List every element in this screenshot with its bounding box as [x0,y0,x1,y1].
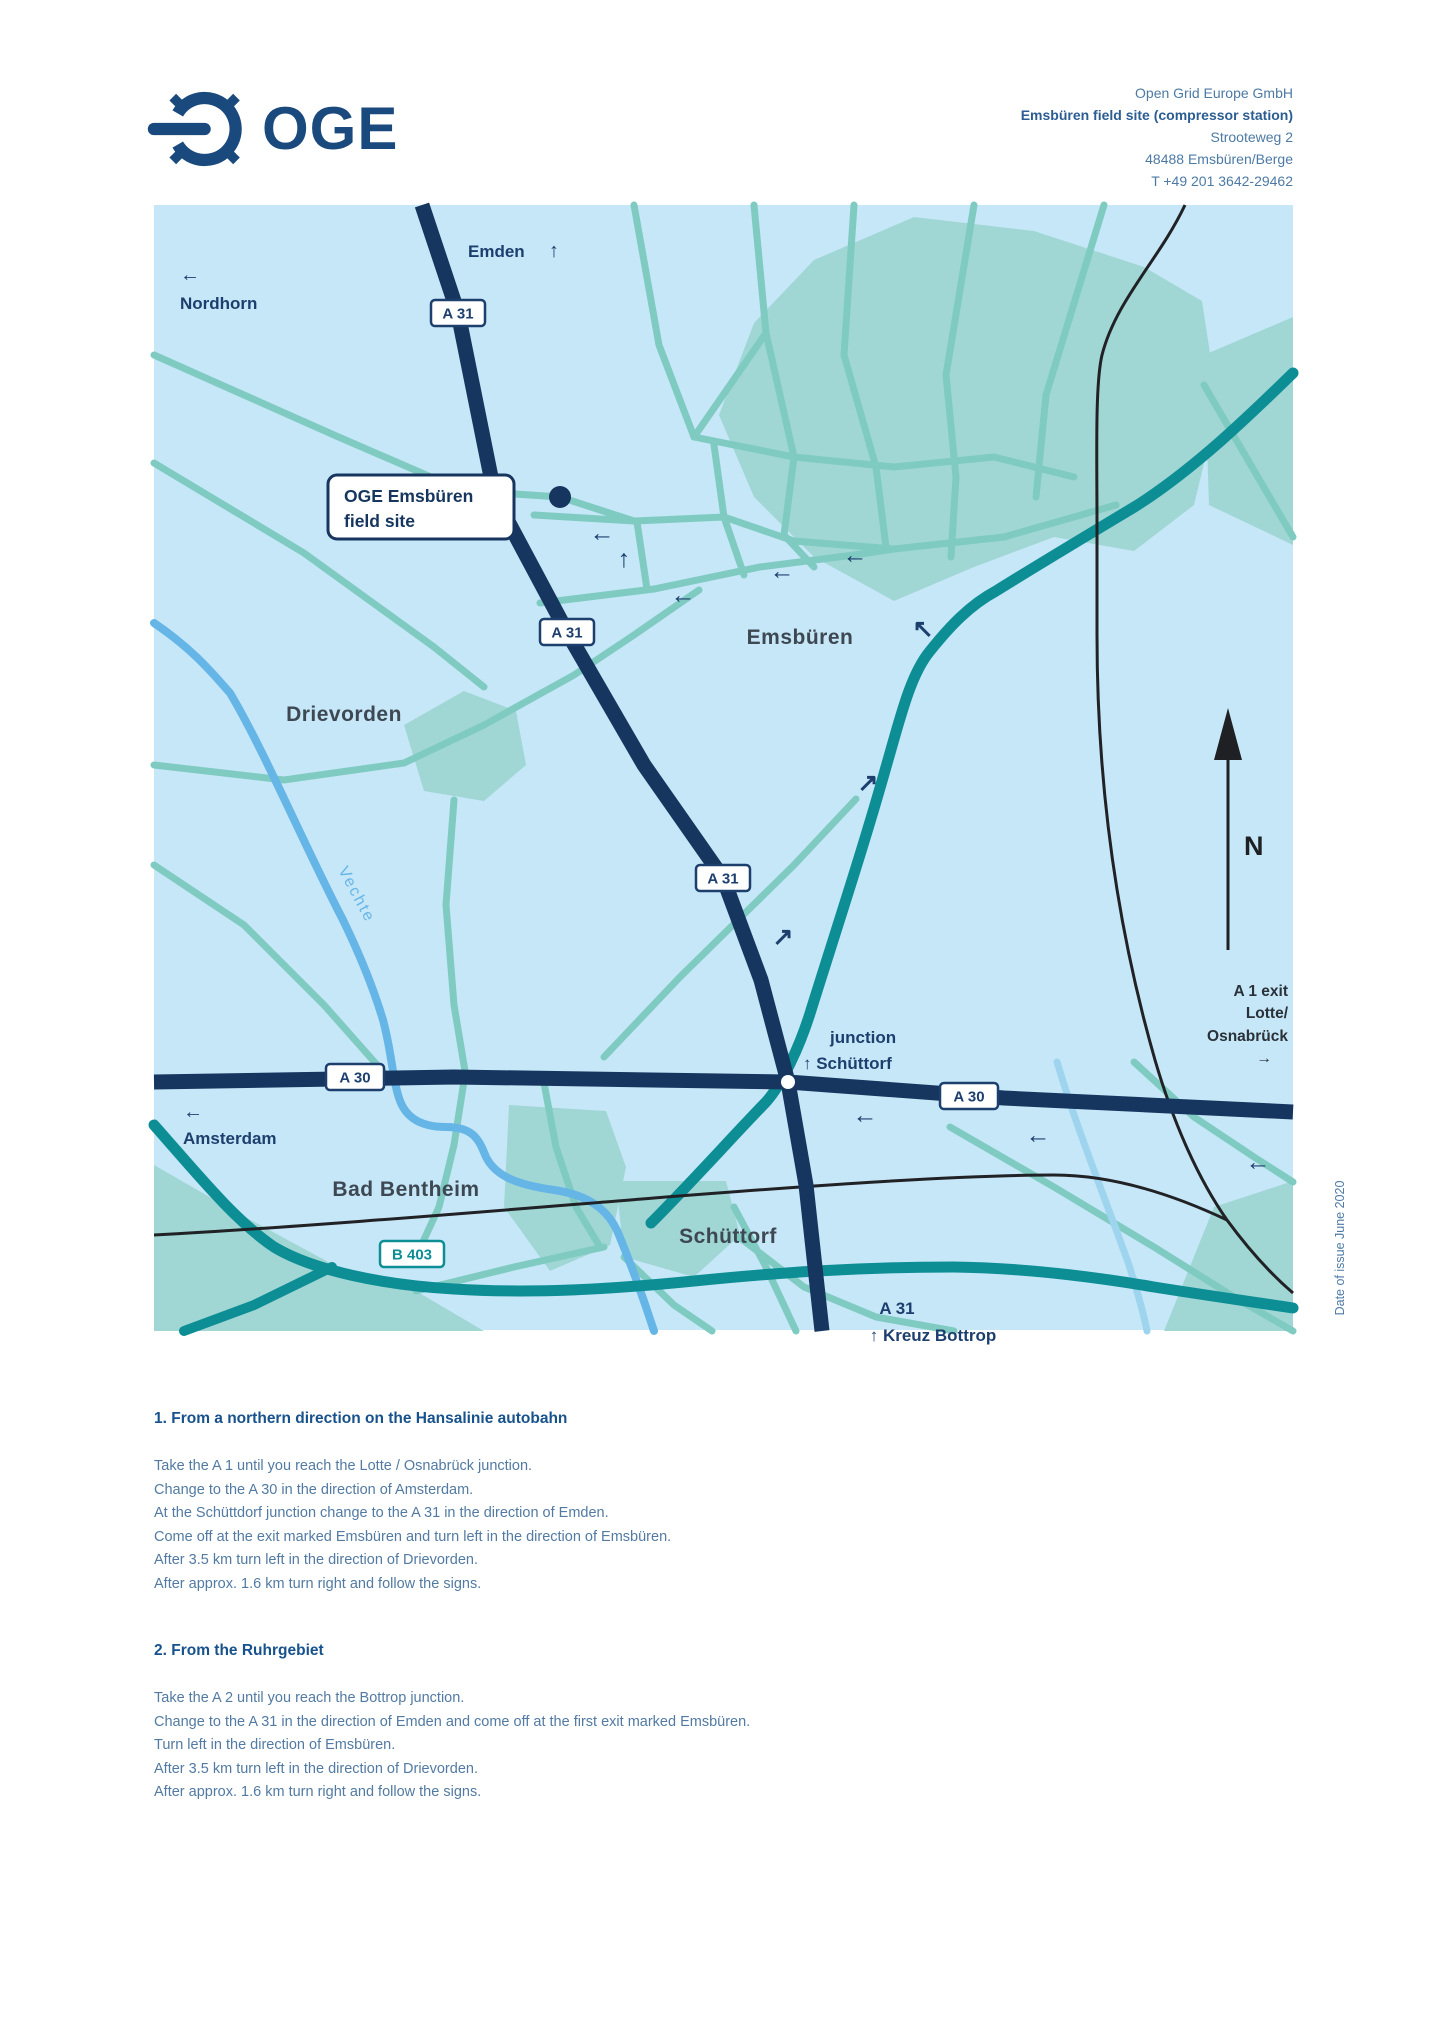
route-arrow: ← [1245,1148,1271,1176]
route-arrow: ← [842,541,868,569]
badge-a30-west [326,1064,384,1090]
direction-line: Take the A 1 until you reach the Lotte / Osnabrück junction. [154,1458,533,1474]
left-arrow-icon: ← [180,264,200,286]
river-label-vechte: Vechte [334,863,379,926]
north-label: N [1244,831,1264,861]
direction-label-amsterdam: Amsterdam [183,1129,277,1148]
svg-text:A 31: A 31 [551,624,583,642]
bottrop-label-line1: A 31 [879,1299,915,1318]
direction-line: Come off at the exit marked Emsbüren and turn left in the direction of Emsbüren. [154,1528,672,1545]
route-arrow: ← [589,519,615,547]
a1-exit-label-line2: Lotte/ [1245,1005,1288,1022]
svg-text:A 31: A 31 [707,870,739,888]
oge-logo-icon [152,82,246,176]
direction-label-emden: Emden [468,242,525,261]
city-label-emsbueren: Emsbüren [746,626,854,649]
company-name: Open Grid Europe GmbH [1135,85,1293,101]
badge-a31-south [696,865,750,891]
svg-text:A 30: A 30 [953,1088,985,1106]
route-arrow: ← [852,1101,878,1129]
direction-line: After approx. 1.6 km turn right and follow the signs. [154,1575,482,1592]
left-arrow-icon: ← [183,1101,203,1123]
route-arrow: ↗ [857,769,879,797]
route-arrow: ↗ [772,923,794,951]
route-arrow: ← [1025,1121,1051,1149]
direction-line: At the Schüttdorf junction change to the A 31 in the direction of Emden. [154,1505,609,1522]
right-arrow-icon: → [1256,1050,1272,1067]
date-of-issue-note: Date of issue June 2020 [1333,1180,1347,1316]
direction-line: Turn left in the direction of Emsbüren. [154,1737,396,1754]
junction-dot [781,1075,795,1089]
oge-logo [152,82,398,176]
bottrop-label-line2: ↑ Kreuz Bottrop [869,1326,997,1345]
badge-a30-east [940,1083,998,1109]
site-name: Emsbüren field site (compressor station) [1020,107,1293,123]
street: Strooteweg 2 [1210,129,1293,145]
svg-text:A 30: A 30 [339,1069,371,1087]
direction-line: After 3.5 km turn left in the direction of Drievorden. [154,1552,478,1569]
section-title: 1. From a northern direction on the Hansalinie autobahn [154,1410,568,1427]
route-arrow: ↖ [912,615,934,643]
direction-line: Change to the A 31 in the direction of Emden and come off at the first exit marked Emsbüren. [154,1713,751,1730]
svg-text:B 403: B 403 [391,1246,433,1264]
badge-a31-north [431,300,485,326]
a1-exit-label-line1: A 1 exit [1233,983,1288,1000]
city-label-bad-bentheim: Bad Bentheim [332,1178,480,1201]
a1-exit-label-line3: Osnabrück [1207,1028,1288,1045]
site-callout-line1: OGE Emsbüren [344,486,474,506]
route-arrow: ← [670,581,696,609]
junction-label-line2: ↑ Schüttorf [803,1054,892,1073]
company-address-block [1021,82,1293,192]
route-arrow: ↑ [617,545,631,573]
badge-b403 [380,1241,444,1267]
badge-a31-mid [540,619,594,645]
section-title: 2. From the Ruhrgebiet [154,1642,324,1659]
direction-line: Change to the A 30 in the direction of Amsterdam. [154,1481,474,1498]
direction-label-nordhorn: Nordhorn [180,294,258,313]
junction-label-line1: junction [830,1028,897,1047]
city-label-drievorden: Drievorden [286,703,402,726]
direction-line: After approx. 1.6 km turn right and follow the signs. [154,1784,482,1801]
direction-line: After 3.5 km turn left in the direction of Drievorden. [154,1760,478,1777]
site-marker-dot [549,486,571,508]
directions-section-north [154,1410,1054,1597]
direction-line: Take the A 2 until you reach the Bottrop junction. [154,1690,465,1706]
site-map [154,205,1293,1345]
phone: T +49 201 3642-29462 [1151,173,1293,189]
logo-wordmark: OGE [262,95,399,162]
city-line: 48488 Emsbüren/Berge [1145,151,1293,167]
city-label-schuettorf: Schüttorf [679,1225,777,1248]
directions-section-ruhrgebiet [154,1642,1054,1805]
svg-text:A 31: A 31 [442,305,474,323]
route-arrow: ← [769,557,795,585]
site-callout-line2: field site [344,511,415,531]
up-arrow-icon: ↑ [549,240,559,262]
